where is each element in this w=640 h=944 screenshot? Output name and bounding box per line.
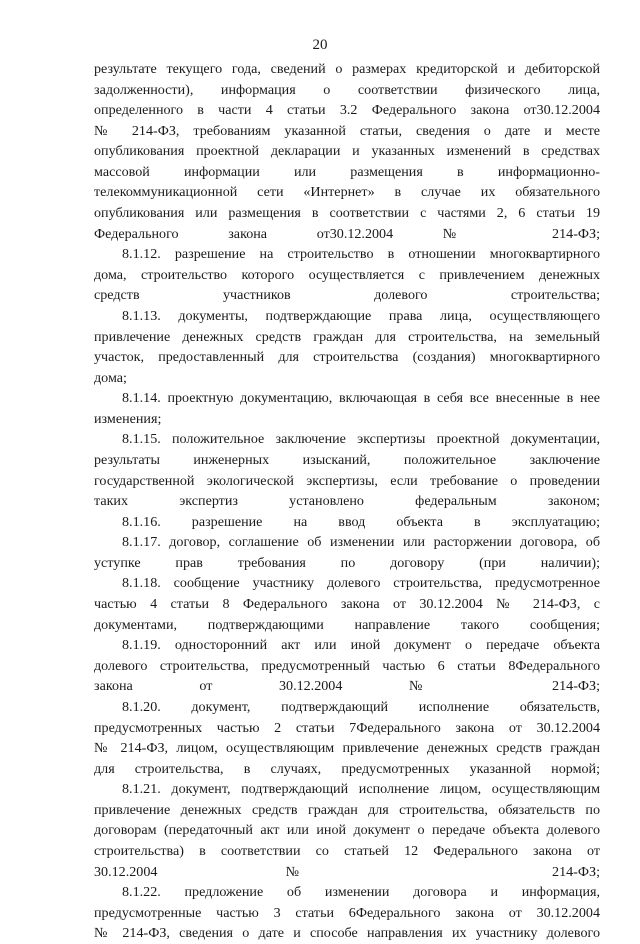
text-line: № 214-ФЗ, требованиям указанной статьи, сведения о дате и месте bbox=[94, 122, 600, 139]
text-line: опубликования или размещения в соответствии с частями 2, 6 статьи 19 bbox=[94, 205, 600, 222]
text-line: массовой информации или размещения в информационно- bbox=[94, 163, 600, 180]
text-line: Федерального закона от30.12.2004 № 214-ФЗ; bbox=[94, 225, 600, 242]
text-line: государственной экологической экспертизы, если требование о проведении bbox=[94, 472, 600, 489]
document-body-text bbox=[94, 59, 600, 944]
text-line: таких экспертиз установлено федеральным законом; bbox=[94, 493, 600, 510]
page-number: 20 bbox=[312, 37, 328, 53]
text-line: 8.1.12. разрешение на строительство в отношении многоквартирного bbox=[122, 246, 600, 263]
text-line: частью 4 статьи 8 Федерального закона от 30.12.2004 № 214-ФЗ, с bbox=[94, 596, 600, 613]
text-line: № 214-ФЗ, сведения о дате и способе направления их участнику долевого bbox=[94, 925, 600, 942]
text-line: телекоммуникационной сети «Интернет» в случае их обязательного bbox=[94, 184, 600, 201]
text-line: результате текущего года, сведений о размерах кредиторской и дебиторской bbox=[94, 61, 600, 77]
text-line: предусмотренных частью 2 статьи 7Федерального закона от 30.12.2004 bbox=[94, 719, 600, 736]
text-line: предусмотренные частью 3 статьи 6Федерального закона от 30.12.2004 bbox=[94, 904, 600, 921]
text-line: определенного в части 4 статьи 3.2 Федерального закона от30.12.2004 bbox=[94, 102, 600, 119]
text-line: привлечение денежных средств граждан для строительства, на земельный bbox=[94, 328, 600, 345]
text-line: 8.1.17. договор, соглашение об изменении или расторжении договора, об bbox=[122, 534, 600, 551]
text-line: 30.12.2004 № 214-ФЗ; bbox=[94, 863, 600, 880]
text-line: участок, предоставленный для строительства (создания) многоквартирного bbox=[94, 349, 600, 366]
text-line: изменения; bbox=[94, 410, 162, 427]
text-line: средств участников долевого строительства; bbox=[94, 287, 600, 304]
text-line: задолженности), информация о соответствии физического лица, bbox=[94, 81, 600, 98]
text-line: № 214-ФЗ, лицом, осуществляющим привлечение денежных средств граждан bbox=[94, 740, 600, 757]
text-line: для строительства, в случаях, предусмотренных указанной нормой; bbox=[94, 760, 600, 777]
text-line: 8.1.20. документ, подтверждающий исполнение обязательств, bbox=[122, 698, 600, 715]
text-line: опубликования проектной декларации и указанных изменений в средствах bbox=[94, 143, 600, 160]
text-line: 8.1.22. предложение об изменении договора и информация, bbox=[122, 884, 600, 901]
text-line: документами, подтверждающими направление такого сообщения; bbox=[94, 616, 600, 633]
text-line: 8.1.16. разрешение на ввод объекта в эксплуатацию; bbox=[122, 513, 600, 530]
text-line: закона от 30.12.2004 № 214-ФЗ; bbox=[94, 678, 600, 695]
text-line: уступке прав требования по договору (при наличии); bbox=[94, 554, 600, 571]
text-line: дома, строительство которого осуществляется с привлечением денежных bbox=[94, 266, 600, 283]
text-line: 8.1.14. проектную документацию, включающая в себя все внесенные в нее bbox=[122, 390, 600, 407]
text-line: 8.1.15. положительное заключение экспертизы проектной документации, bbox=[122, 431, 600, 448]
text-line: 8.1.18. сообщение участнику долевого строительства, предусмотренное bbox=[122, 575, 600, 592]
text-line: договорам (передаточный акт или иной документ о передаче объекта долевого bbox=[94, 822, 600, 839]
text-line: 8.1.19. односторонний акт или иной документ о передаче объекта bbox=[122, 637, 600, 654]
text-line: долевого строительства, предусмотренный частью 6 статьи 8Федерального bbox=[94, 657, 600, 674]
text-line: 8.1.13. документы, подтверждающие права лица, осуществляющего bbox=[122, 307, 600, 324]
text-line: 8.1.21. документ, подтверждающий исполнение лицом, осуществляющим bbox=[122, 781, 600, 798]
text-line: результаты инженерных изысканий, положительное заключение bbox=[94, 451, 600, 468]
text-line: дома; bbox=[94, 369, 127, 386]
text-line: привлечение денежных средств граждан для строительства, обязательств по bbox=[94, 801, 600, 818]
text-line: строительства) в соответствии со статьей 12 Федерального закона от bbox=[94, 842, 600, 859]
